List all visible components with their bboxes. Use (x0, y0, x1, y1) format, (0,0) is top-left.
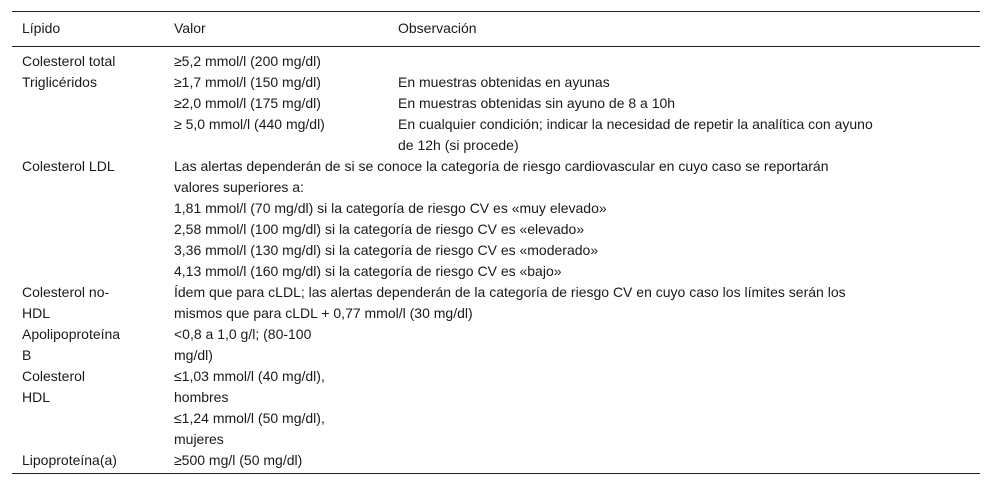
header-observation: Observación (388, 12, 980, 47)
lipid-cell (12, 366, 164, 408)
ldl-threshold-high: 2,58 mmol/l (100 mg/dl) si la categoría de riesgo CV es «elevado» (174, 221, 585, 237)
ldl-threshold-low: 4,13 mmol/l (160 mg/dl) si la categoría de riesgo CV es «bajo» (174, 263, 562, 279)
ldl-threshold-moderate: 3,36 mmol/l (130 mg/dl) si la categoría de riesgo CV es «moderado» (174, 242, 599, 258)
table-row (12, 324, 980, 366)
value-line: ≤1,24 mmol/l (50 mg/dl), (174, 410, 325, 426)
observation-cell (388, 408, 980, 450)
value-line: ≤1,03 mmol/l (40 mg/dl), (174, 368, 325, 384)
lipid-line: Colesterol (22, 368, 86, 384)
table-row (12, 408, 980, 450)
value-cell: ≥2,0 mmol/l (175 mg/dl) (174, 95, 321, 111)
lipid-cell (12, 324, 164, 366)
lipid-line: HDL (22, 305, 51, 321)
observation-cell (388, 324, 980, 366)
lipid-alerts-table (12, 11, 980, 474)
value-cell: ≥5,2 mmol/l (200 mg/dl) (174, 53, 321, 69)
lipid-cell: Triglicéridos (22, 74, 97, 90)
table-row (12, 93, 980, 114)
lipid-line: B (22, 347, 32, 363)
lipid-cell (12, 282, 164, 324)
lipid-line: Colesterol no- (22, 284, 110, 300)
observation-cell: En muestras obtenidas en ayunas (398, 74, 610, 90)
nohdl-text-line: mismos que para cLDL + 0,77 mmol/l (30 mg/dl) (174, 305, 473, 321)
ldl-description-cell (164, 156, 980, 282)
table-row (12, 156, 980, 282)
observation-cell: En muestras obtenidas sin ayuno de 8 a 10h (398, 95, 676, 111)
table-row (12, 72, 980, 93)
table-row (12, 366, 980, 408)
table-header-row (12, 12, 980, 47)
table-row (12, 114, 980, 156)
lipid-cell: Colesterol total (22, 53, 116, 69)
lipid-cell (12, 114, 164, 156)
header-lipid: Lípido (12, 12, 164, 47)
lipid-line: Apolipoproteína (22, 326, 121, 342)
observation-line: En cualquier condición; indicar la necesidad de repetir la analítica con ayuno (398, 116, 873, 132)
value-line: <0,8 a 1,0 g/l; (80-100 (174, 326, 312, 342)
value-cell (164, 366, 388, 408)
value-line: mg/dl) (174, 347, 213, 363)
nohdl-description-cell (164, 282, 980, 324)
value-cell (164, 408, 388, 450)
lipid-cell: Colesterol LDL (22, 158, 115, 174)
value-cell: ≥1,7 mmol/l (150 mg/dl) (174, 74, 321, 90)
ldl-text-line: valores superiores a: (174, 179, 304, 195)
header-value: Valor (164, 12, 388, 47)
table-row (12, 47, 980, 73)
lipid-cell (12, 93, 164, 114)
table-row (12, 282, 980, 324)
lipid-line: HDL (22, 389, 51, 405)
lipid-alerts-table-container (12, 11, 980, 474)
observation-cell (388, 450, 980, 474)
value-cell: ≥ 5,0 mmol/l (440 mg/dl) (174, 116, 325, 132)
observation-cell (388, 114, 980, 156)
nohdl-text-line: Ídem que para cLDL; las alertas dependerán de la categoría de riesgo CV en cuyo caso los límites serán los (174, 284, 846, 300)
observation-cell (388, 366, 980, 408)
ldl-text-line: Las alertas dependerán de si se conoce la categoría de riesgo cardiovascular en cuyo caso se reportarán (174, 158, 829, 174)
value-line: hombres (174, 389, 229, 405)
value-cell (164, 324, 388, 366)
table-row (12, 450, 980, 474)
lipid-cell (12, 408, 164, 450)
observation-cell (388, 47, 980, 73)
value-cell: ≥500 mg/l (50 mg/dl) (164, 450, 388, 474)
lipid-cell: Lipoproteína(a) (12, 450, 164, 474)
observation-line: de 12h (si procede) (398, 137, 519, 153)
ldl-threshold-very-high: 1,81 mmol/l (70 mg/dl) si la categoría de riesgo CV es «muy elevado» (174, 200, 607, 216)
value-line: mujeres (174, 431, 224, 447)
